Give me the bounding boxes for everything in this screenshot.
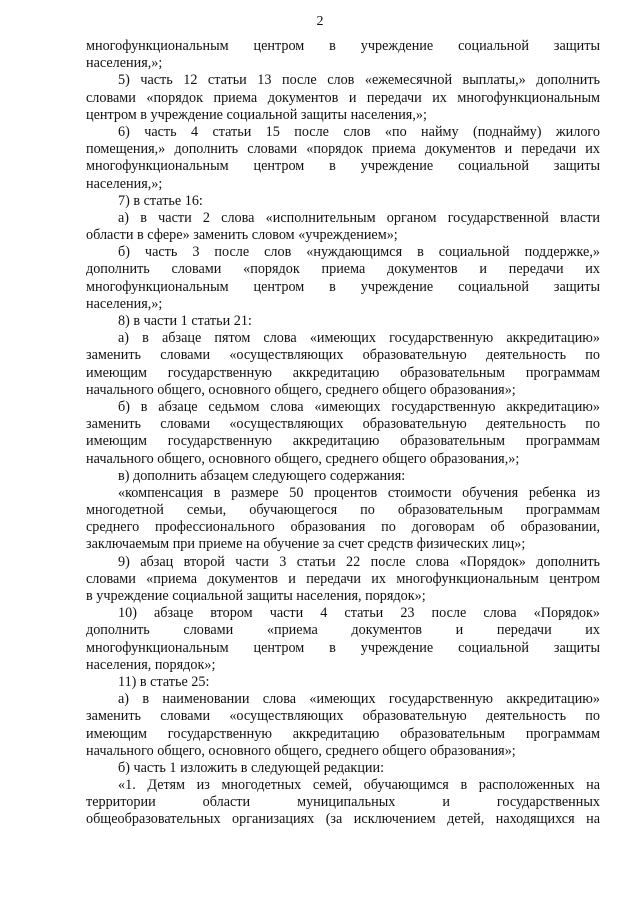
text-line: имеющим государственную аккредитацию образовательным программам <box>86 364 600 381</box>
text-line: 10) абзаце втором части 4 статьи 23 после слова «Порядок» <box>118 605 600 622</box>
text-line: дополнить словами «порядок приема документов и передачи их <box>86 261 600 278</box>
text-line: помещения,» дополнить словами «порядок приема документов и передачи их <box>86 141 600 158</box>
text-line: многодетной семьи, обучающегося по образовательным программам <box>86 502 600 519</box>
text-line: б) часть 3 после слов «нуждающимся в социальной поддержке,» <box>118 244 600 261</box>
text-line: 11) в статье 25: <box>118 673 210 690</box>
text-line: начального общего, основного общего, среднего общего образования»; <box>86 742 516 759</box>
text-line: центром в учреждение социальной защиты населения,»; <box>86 106 427 123</box>
text-line: «1. Детям из многодетных семей, обучающимся в расположенных на <box>118 777 600 794</box>
text-line: общеобразовательных организациях (за исключением детей, находящихся на <box>86 811 600 828</box>
text-line: среднего профессионального образования по договорам об образовании, <box>86 519 600 536</box>
text-line: населения, порядок»; <box>86 656 216 673</box>
text-line: словами «приема документов и передачи их многофункциональным центром <box>86 570 600 587</box>
text-line: 6) часть 4 статьи 15 после слов «по найму (поднайму) жилого <box>118 123 600 140</box>
text-line: населения,»; <box>86 175 163 192</box>
page-number: 2 <box>316 14 324 29</box>
text-line: многофункциональным центром в учреждение социальной защиты <box>86 278 600 295</box>
text-line: заменить словами «осуществляющих образовательную деятельность по <box>86 416 600 433</box>
text-line: населения,»; <box>86 295 163 312</box>
text-line: 8) в части 1 статьи 21: <box>118 313 252 329</box>
text-line: 7) в статье 16: <box>118 192 203 209</box>
text-line: многофункциональным центром в учреждение социальной защиты <box>86 639 600 656</box>
text-line: имеющим государственную аккредитацию образовательным программам <box>86 433 600 450</box>
text-line: заменить словами «осуществляющих образовательную деятельность по <box>86 708 600 725</box>
text-line: б) в абзаце седьмом слова «имеющих государственную аккредитацию» <box>118 398 600 415</box>
text-line: а) в абзаце пятом слова «имеющих государственную аккредитацию» <box>118 330 600 347</box>
text-line: «компенсация в размере 50 процентов стоимости обучения ребенка из <box>118 484 600 501</box>
text-line: начального общего, основного общего, среднего общего образования»; <box>86 381 516 398</box>
text-line: заключаемым при приеме на обучение за счет средств физических лиц»; <box>86 536 526 553</box>
text-line: начального общего, основного общего, среднего общего образования,»; <box>86 450 520 467</box>
text-line: области в сфере» заменить словом «учреждением»; <box>86 227 398 244</box>
text-line: дополнить словами «приема документов и передачи их <box>86 622 600 639</box>
text-line: а) в части 2 слова «исполнительным органом государственной власти <box>118 209 600 226</box>
text-line: территории области муниципальных и государственных <box>86 794 600 811</box>
text-line: в учреждение социальной защиты населения, порядок»; <box>86 588 426 604</box>
text-line: в) дополнить абзацем следующего содержания: <box>118 467 406 484</box>
text-line: заменить словами «осуществляющих образовательную деятельность по <box>86 347 600 364</box>
text-line: населения,»; <box>86 55 163 72</box>
text-line: имеющим государственную аккредитацию образовательным программам <box>86 725 600 742</box>
text-line: 9) абзац второй части 3 статьи 22 после слова «Порядок» дополнить <box>118 553 600 570</box>
text-line: 5) часть 12 статьи 13 после слов «ежемесячной выплаты,» дополнить <box>118 72 600 89</box>
text-line: многофункциональным центром в учреждение социальной защиты <box>86 38 600 54</box>
text-line: а) в наименовании слова «имеющих государственную аккредитацию» <box>118 691 600 708</box>
text-line: многофункциональным центром в учреждение социальной защиты <box>86 158 600 175</box>
document-body <box>86 38 600 829</box>
text-line: б) часть 1 изложить в следующей редакции: <box>118 759 385 776</box>
text-line: словами «порядок приема документов и передачи их многофункциональным <box>86 89 600 106</box>
